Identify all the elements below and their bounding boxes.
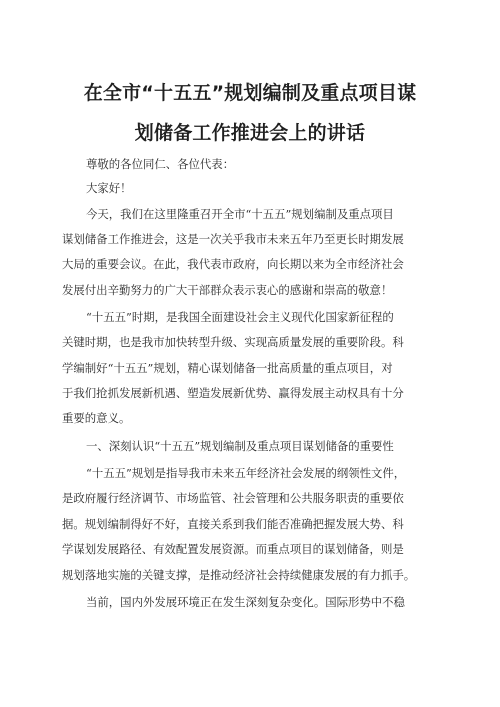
paragraph-line: 发展付出辛勤努力的广大干部群众表示衷心的感谢和崇高的敬意！ xyxy=(62,283,393,297)
title-line-1: 在全市“十五五”规划编制及重点项目谋 xyxy=(83,82,417,104)
paragraph-line: 当前，国内外发展环境正在发生深刻复杂变化。国际形势中不稳 xyxy=(86,595,405,609)
paragraph-line: 是政府履行经济调节、市场监管、社会管理和公共服务职责的重要依 xyxy=(62,491,404,505)
paragraph-line: 学编制好“十五五”规划，精心谋划储备一批高质量的重点项目，对 xyxy=(62,361,393,375)
paragraph-line: 规划落地实施的关键支撑，是推动经济社会持续健康发展的有力抓手。 xyxy=(62,568,416,582)
paragraph-line: 学谋划发展路径、有效配置发展资源。而重点项目的谋划储备，则是 xyxy=(62,542,404,556)
paragraph-line: 关键时期，也是我市加快转型升级、实现高质量发展的重要阶段。科 xyxy=(62,335,404,349)
section-heading: 一、深刻认识“十五五”规划编制及重点项目谋划储备的重要性 xyxy=(86,439,394,453)
paragraph-line: 今天，我们在这里隆重召开全市“十五五”规划编制及重点项目 xyxy=(86,207,394,221)
paragraph-line: “十五五”规划是指导我市未来五年经济社会发展的纲领性文件， xyxy=(86,466,406,480)
paragraph-line: 于我们抢抓发展新机遇、塑造发展新优势、赢得发展主动权具有十分 xyxy=(62,386,404,400)
paragraph-line: “十五五”时期，是我国全面建设社会主义现代化国家新征程的 xyxy=(86,310,394,324)
paragraph-line: 重要的意义。 xyxy=(62,411,131,425)
title-line-2: 划储备工作推进会上的讲话 xyxy=(134,122,366,144)
paragraph-line: 谋划储备工作推进会，这是一次关乎我市未来五年乃至更长时期发展 xyxy=(62,232,404,246)
paragraph-line: 大局的重要会议。在此，我代表市政府，向长期以来为全市经济社会 xyxy=(62,257,404,271)
paragraph-line: 据。规划编制得好不好，直接关系到我们能否准确把握发展大势、科 xyxy=(62,517,404,531)
salutation: 尊敬的各位同仁、各位代表： xyxy=(86,157,235,171)
greeting: 大家好！ xyxy=(86,181,132,195)
